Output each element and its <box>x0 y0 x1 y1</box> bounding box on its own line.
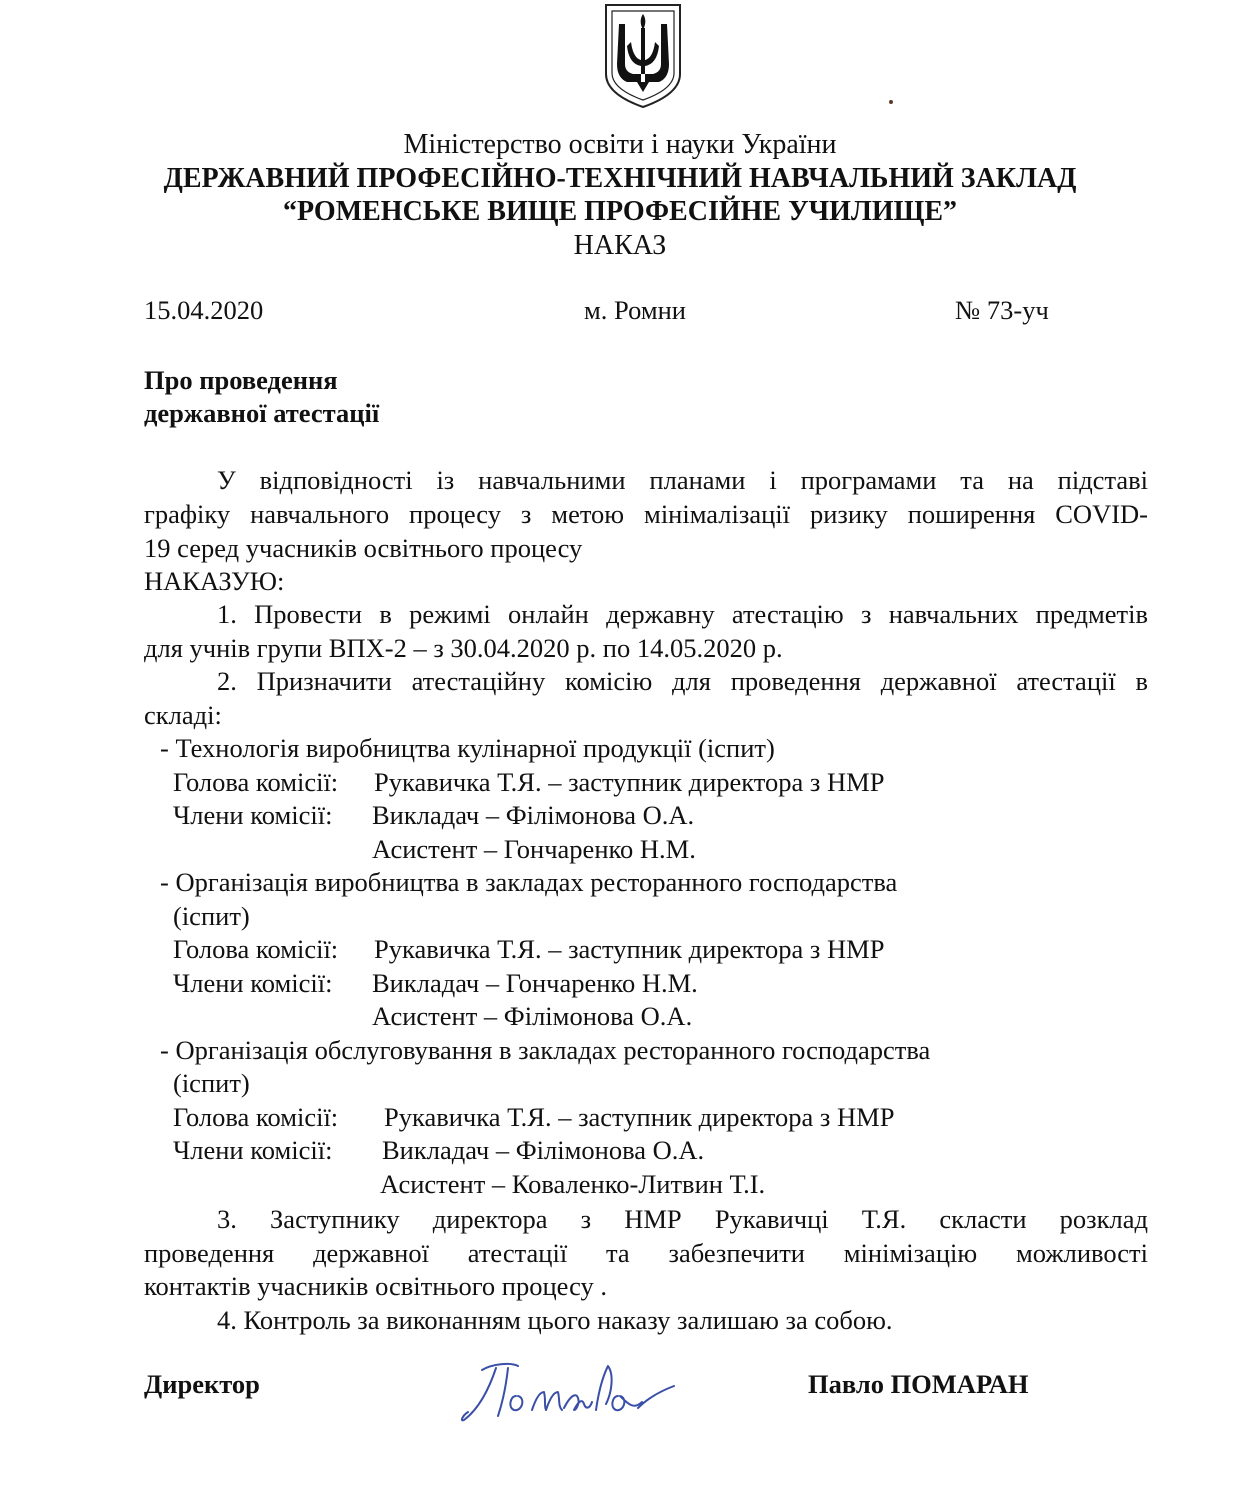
commission2-members-label: Члени комісії: <box>173 968 333 998</box>
commission2-chair: Рукавичка Т.Я. – заступник директора з НМР <box>374 934 885 964</box>
item1-line2: для учнів групи ВПХ-2 – з 30.04.2020 р. по 14.05.2020 р. <box>144 633 783 663</box>
preamble-line3: 19 серед учасників освітнього процесу <box>144 533 583 563</box>
commission1-subject: - Технологія виробництва кулінарної продукції (іспит) <box>160 733 775 763</box>
item2-line1: 2. Призначити атестаційну комісію для проведення державної атестації в <box>217 666 1148 696</box>
ministry-name: Міністерство освіти і науки України <box>403 129 837 160</box>
commission2-member2: Асистент – Філімонова О.А. <box>372 1001 693 1031</box>
commission1-member2: Асистент – Гончаренко Н.М. <box>372 834 696 864</box>
commission2-member1: Викладач – Гончаренко Н.М. <box>372 968 698 998</box>
institution-name-line1: ДЕРЖАВНИЙ ПРОФЕСІЙНО-ТЕХНІЧНИЙ НАВЧАЛЬНИЙ ЗАКЛАД <box>163 163 1077 194</box>
commission1-chair: Рукавичка Т.Я. – заступник директора з НМР <box>374 767 885 797</box>
order-word: НАКАЗУЮ: <box>144 566 285 596</box>
commission1-member1: Викладач – Філімонова О.А. <box>372 800 695 830</box>
commission3-member1: Викладач – Філімонова О.А. <box>382 1135 705 1165</box>
commission3-subject: - Організація обслуговування в закладах ресторанного господарства <box>160 1035 931 1065</box>
preamble-line1: У відповідності із навчальними планами і програмами та на підставі <box>217 465 1148 495</box>
order-city: м. Ромни <box>584 295 686 325</box>
signatory-name: Павло ПОМАРАН <box>808 1369 1029 1399</box>
subject-line1: Про проведення <box>144 365 338 395</box>
item3-line3: контактів учасників освітнього процесу . <box>144 1271 607 1301</box>
commission3-members-label: Члени комісії: <box>173 1135 333 1165</box>
commission1-chair-label: Голова комісії: <box>173 767 339 797</box>
order-number: № 73-уч <box>955 295 1049 325</box>
handwritten-signature <box>452 1352 702 1432</box>
paper-speck <box>889 100 893 104</box>
item1-line1: 1. Провести в режимі онлайн державну атестацію з навчальних предметів <box>217 599 1148 629</box>
item3-line1: 3. Заступнику директора з НМР Рукавичці Т.Я. скласти розклад <box>217 1204 1148 1234</box>
commission1-members-label: Члени комісії: <box>173 800 333 830</box>
item3-line2: проведення державної атестації та забезпечити мінімізацію можливості <box>144 1238 1148 1268</box>
commission3-chair: Рукавичка Т.Я. – заступник директора з НМР <box>384 1102 895 1132</box>
item2-line2: складі: <box>144 700 222 730</box>
institution-name-line2: “РОМЕНСЬКЕ ВИЩЕ ПРОФЕСІЙНЕ УЧИЛИЩЕ” <box>282 196 958 227</box>
commission3-subject-cont: (іспит) <box>173 1068 250 1098</box>
commission2-subject-cont: (іспит) <box>173 901 250 931</box>
signatory-position: Директор <box>144 1369 260 1399</box>
item4: 4. Контроль за виконанням цього наказу залишаю за собою. <box>217 1305 893 1335</box>
document-type: НАКАЗ <box>573 230 667 261</box>
commission2-subject: - Організація виробництва в закладах ресторанного господарства <box>160 867 898 897</box>
preamble-line2: графіку навчального процесу з метою мінімалізації ризику поширення COVID- <box>144 499 1148 529</box>
subject-line2: державної атестації <box>144 398 380 428</box>
commission2-chair-label: Голова комісії: <box>173 934 339 964</box>
tryzub-coat-of-arms-icon <box>603 2 683 110</box>
order-date: 15.04.2020 <box>144 295 264 325</box>
commission3-chair-label: Голова комісії: <box>173 1102 339 1132</box>
commission3-member2: Асистент – Коваленко-Литвин Т.І. <box>380 1169 766 1199</box>
